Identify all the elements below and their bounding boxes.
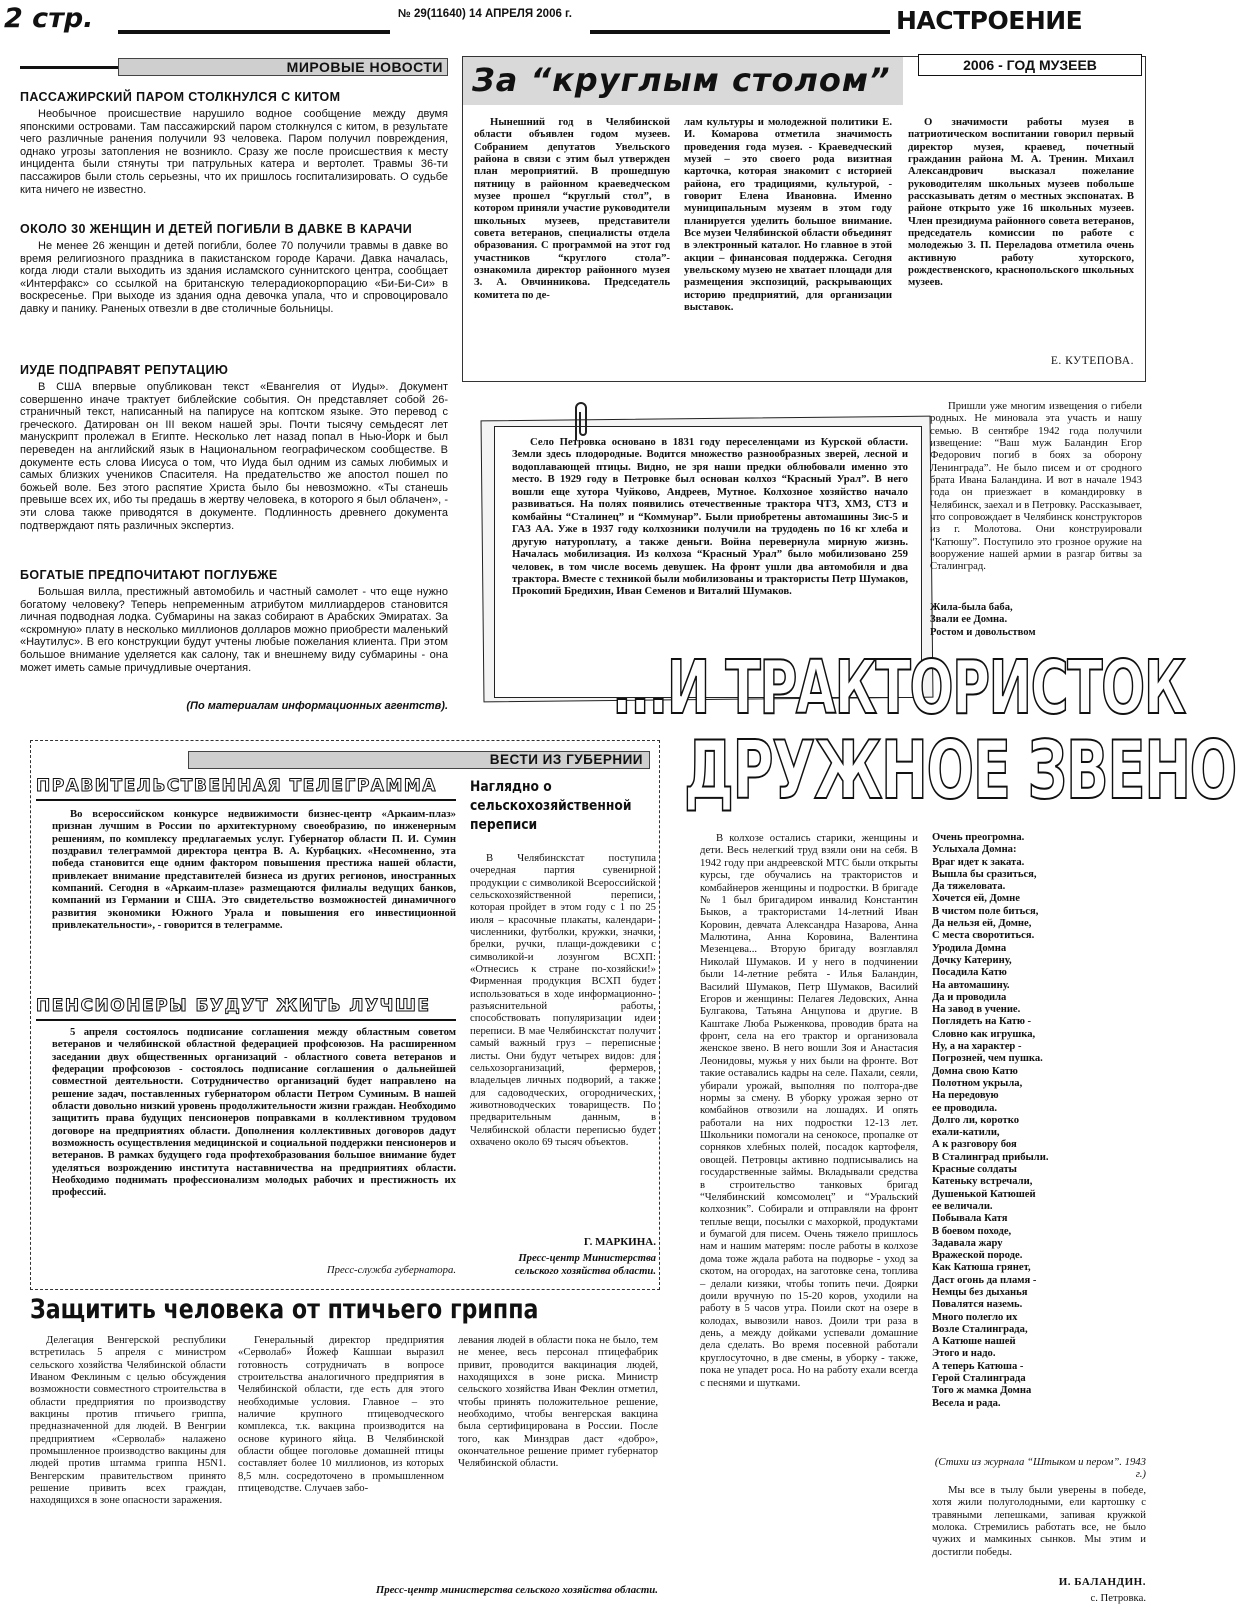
- petrovka-note-text: Село Петровка основано в 1831 году переселенцами из Курской области. Земли здесь плодородные. Водится множество разнообразных зверей, лесной и водоплавающей птицы. Видно, не зря наши предки облюбовали именно это место. В 1929 году в Петровке был основан колхоз “Красный Урал”. В него вошли еще хутора Чуйково, Андреев, Мутное. Колхозное хозяйство начало развиваться. На полях появились отечественные трактора ЧТЗ, ХМЗ, СТЗ и комбайны “Сталинец” и “Коммунар”. Были приобретены автомашины Зис-5 и ГАЗ АА. Уже в 1937 году колхозники получили на трудодень по 16 кг хлеба и другую натуроплату, а также деньги. Война перевернула мирную жизнь. Началась мобилизация. Из колхоза “Красный Урал” было мобилизовано 259 человек, в том числе восемь девушек. На фронт ушли два автомобиля и два трактора. Вместе с техникой были мобилизованы и трактористы Петр Шумаков, Прокопий Бредихин, Иван Семенов и Виталий Шумаков.: [512, 436, 908, 598]
- telegram-text: Во всероссийском конкурсе недвижимости бизнес-центр «Аркаим-плаз» признан лучшим в России по архитектурному своеобразию, по инженерным решениям, по комплексу предлагаемых услуг. Губернатор области П. И. Сумин поздравил телеграммой директора центра В. А. Курбацких. «Несомненно, эта победа становится еще одним фактором повышения престижа нашей области, привлекает внимание представителей бизнеса из других регионов, иностранных компаний. Сегодня в «Аркаим-плазе» размещаются филиалы ведущих банков, компаний из Германии и США. Это свидетельство возможностей динамичного развития экономики Южного Урала и повышения его инвестиционной привлекательности», - говорится в телеграмме.: [52, 808, 456, 932]
- story-headline-2: ДРУЖНОЕ ЗВЕНО: [684, 724, 1236, 817]
- story-col-1: В колхозе остались старики, женщины и дети. Весь нелегкий труд взяли они на себя. В 1942 году при андреевской МТС были открыты курсы, где обучались на трактористов и комбайнеров женщины и подростки. В бригаде № 1 был бригадиром инвалид Константин Быков, а трактористами 14-летний Иван Коровин, девчата Александра Назарова, Анна Малютина, Анна Коровина, Валентина Мезенцева... Вторую бригаду возглавлял Николай Шумаков. И у него в подчинении были 14-летние ребята - Илья Баландин, Василий Шумаков, Петр Шумаков, Василий Егоров и женщины: Пелагея Ледовских, Анна Булгакова, Татьяна Анцупова и другие. В Каштаке Люба Рыженкова, проводив брата на фронт, села на его трактор и организовала женское звено. В него вошли Зоя и Анастасия Леонидовы, мужья у них были на фронте. Вот такие оставались кадры на селе. Пахали, сеяли, убирали урожай, выполняя по полтора-две нормы за смену. В уборку урожая зерно от комбайнов отвозили на лошадях. И опять работали на них подростки 12-13 лет. Школьники помогали на сенокосе, пропалке от сорняков хлебных полей, посадок картофеля, овощей. Петровцы активно подписывались на государственные займы. Вкладывали средства в строительство танковых бригад “Челябинский комсомолец” и “Уральский колхозник”. Собирали и отправляли на фронт теплые вещи, посылки с махоркой, продуктами и бумагой для писем. Очень тяжело пришлось нам и нашим матерям: после работы в колхозе дома тоже ждала работа на подворье - уход за скотом, на огородах, на заготовке сена, топлива – делали кизяки, чтобы топить печи. Доярки доили вручную по 15-20 коров, уходили на работу в 5 часов утра. Поили скот на озере в колодах, вывозили навоз. Доили три раза в день, а между дойками успевали домашние дела сделать. Во время посевной работали круглосуточно, в две смены, в уборку - также, пока не упадет роса. Но на работу ехали всегда с песнями и шутками.: [700, 832, 918, 1389]
- article-title: ИУДЕ ПОДПРАВЯТ РЕПУТАЦИЮ: [20, 363, 229, 377]
- world-news-bar: МИРОВЫЕ НОВОСТИ: [118, 58, 448, 76]
- pensioners-source: Пресс-служба губернатора.: [326, 1264, 456, 1276]
- museum-col-3: О значимости работы музея в патриотическом воспитании говорил первый директор музея, краевед, почетный гражданин района М. А. Тренин. Михаил Александрович высказал пожелание руководителям школьных музеев побольше рассказывать детям о местных экспонатах. В районе открыто уже 16 школьных музеев. Член президиума районного совета ветеранов, председатель комиссии по работе с молодежью З. П. Переладова отметила очень активную работу хуторского, рождественского, краснопольского школьных музеев.: [908, 116, 1134, 289]
- petrovka-right-text: Пришли уже многим извещения о гибели родных. Не миновала эта участь и нашу семью. В сентябре 1942 года получили извещение: “Ваш муж Баландин Егор Федорович погиб в боях за оборону Ленинграда”. Не было писем и от сродного брата Ивана Баландина. И вот в начале 1943 года он приезжает в командировку в Челябинск, заехал и в Петровку. Рассказывает, что сопровождает в Челябинск конструкторов из г. Молотова. Они конструировали “Катюшу”. Поступило это грозное оружие на вооружение нашей армии в разгар битвы за Сталинград.: [930, 400, 1142, 573]
- story-poem: Очень преогромна. Услыхала Домна: Враг идет к заката. Вышла бы сразиться, Да тяжеловата. Хочется ей, Домне В чистом поле биться, Да нельзя ей, Домне, С места своротиться. Уродила Домна Дочку Катерину, Посадила Катю На автомашину. Да и проводила На завод в учение. Поглядеть на Катю - Словно как игрушка, Ну, а на характер - Погрозней, чем пушка. Домна свою Катю Полотном укрыла, На передовую ее проводила. Долго ли, коротко ехали-катили, А к разговору боя В Сталинград прибыли. Красные солдаты Катеньку встречали, Душенькой Катюшей ее величали. Побывала Катя В боевом походе, Задавала жару Вражеской породе. Как Катюша грянет, Даст огонь да пламя - Немцы без дыханья Повалятся наземь. Много полегло их Возле Сталинграда, А Катюше нашей Этого и надо. А теперь Катюша - Герой Сталинграда Того ж мамка Домна Весела и рада.: [932, 832, 1049, 1409]
- flu-title: Защитить человека от птичьего гриппа: [30, 1294, 539, 1325]
- museum-col-2: лам культуры и молодежной политики Е. И. Комарова отметила значимость проведения года музея. - Краеведческий музей – это своего рода визитная карточка, которая знакомит с историей района, его традициями, культурой, - говорит Елена Ивановна. Именно муниципальным музеям в этом году планируется уделить большое внимание. Все музеи Челябинской области объединят в электронный каталог. Но главное в этой акции – финансовая поддержка. Сегодня увельскому музею не хватает площади для размещения экспозиций, раскрывающих историю предприятий, для организации выставок.: [684, 116, 892, 314]
- story-place: с. Петровка.: [1090, 1592, 1146, 1604]
- flu-col-3: левания людей в области пока не было, тем не менее, весь персонал птицефабрик привит, проводится вакцинация людей, находящихся в зоне риска. Министр сельского хозяйства Иван Феклин отметил, чтобы принять положительное решение, необходимо, чтобы венгерская вакцина была сертифицирована в России. После того, как Минздрав даст «добро», окончательное решение примет губернатор Челябинской области.: [458, 1334, 658, 1470]
- museum-title: За “круглым столом”: [472, 61, 891, 99]
- article-text: В США впервые опубликован текст «Евангелия от Иуды». Документ совершенно иначе трактует библейские события. Он представляет собой 26-страничный текст, написанный на папирусе на коптском языке. Это перевод с греческого. Датирован он III веком нашей эры. Почти тысячу семьдесят лет манускрипт пролежал в Египте. Несколько лет назад попал в Нью-Йорк и был переведен на английский язык в Национальном географическом сообществе. В документе есть слова Иисуса о том, что Иуда был одним из самых любимых и самых близких учеников Спасителя. На предательство же апостол пошел по божьей воле. Без этого распятие Христа было бы невозможно. «Ты станешь превыше всех их, ибо ты предашь в жертву человека, в которого я был облачен», - эти слова также приводятся в документе. Подлинность древнего документа подтверждают пять различных экспертиз.: [20, 381, 448, 532]
- census-author: Г. МАРКИНА.: [583, 1236, 656, 1248]
- article-title: БОГАТЫЕ ПРЕДПОЧИТАЮТ ПОГЛУБЖЕ: [20, 568, 278, 582]
- article-text: Не менее 26 женщин и детей погибли, более 70 получили травмы в давке во время религиозного праздника в пакистанском городе Карачи. Давка началась, когда люди стали выходить из здания исламского суннитского центра, сообщает «Интерфакс» со ссылкой на британскую телерадиокорпорацию «Би-Би-Си» в воскресенье. При выходе из здания одна девочка упала, что и спровоцировало давку и панику. Раненых отвезли в две столичные больницы.: [20, 240, 448, 315]
- museum-author: Е. КУТЕПОВА.: [1050, 355, 1134, 367]
- masthead-rule-left: [118, 30, 390, 34]
- story-author: И. БАЛАНДИН.: [1058, 1576, 1146, 1588]
- pensioners-text: 5 апреля состоялось подписание соглашения между областным советом ветеранов и челябинской областной федерацией профсоюзов. На расширенном заседании двух общественных организаций - областного совета ветеранов и федерации профсоюзов - состоялось подписание соглашения о дальнейшей совместной деятельности. Сотрудничество организаций будет направлено на решение задач, поставленных губернатором области Петром Суминым. В нашей области довольно низкий уровень продолжительности жизни граждан. Необходимо защитить права будущих пенсионеров поправками в коллективном трудовом договоре на предприятиях области. Дополнения коллективных договоров дадут возможность осуществления медицинской и социальной поддержки пенсионеров и ветеранов. В рамках будущего года профтехобразования большое внимание будет уделяться возрождению института наставничества на предприятиях области. Необходимо поднимать профессионализм молодых рабочих и престижность их профессий.: [52, 1026, 456, 1199]
- article-source: (По материалам информационных агентств).: [186, 700, 448, 712]
- article-text: Большая вилла, престижный автомобиль и частный самолет - что еще нужно богатому человеку? Теперь непременным атрибутом миллиардеров становится личная подводная лодка. Субмарины на заказ собирают в Арабских Эмиратах. За «скромную» плату в несколько миллионов долларов можно приобрести маленький «Наутилус». В его конструкции будут учтены любые пожелания клиента. При этом большое внимание уделяется как салону, так и внешнему виду субмарины - она может иметь самые причудливые очертания.: [20, 586, 448, 674]
- masthead-rule-right: [590, 30, 890, 34]
- story-outro: Мы все в тылу были уверены в победе, хотя жили полуголодными, ели картошку с травяными лепешками, запивая кружкой молока. Стремились работать все, не было чужих и мамкиных сынков. Мы этим и достигли победы.: [932, 1484, 1146, 1558]
- pensioners-rule: [36, 1019, 456, 1021]
- petrovka-poem-intro: Жила-была баба, Звали ее Домна. Ростом и довольством: [930, 602, 1036, 638]
- telegram-rule: [36, 799, 456, 801]
- article-text: Необычное происшествие нарушило водное сообщение между двумя японскими островами. Там пассажирский паром столкнулся с китом, в результате чего различные ранения получили 93 человека. Паром получил повреждения, однако угрозы затопления не возникло. Сразу же после происшествия к месту инцидента были стянуты три патрульных катера и вертолет. Травмы 36-ти пассажиров были столь серьезны, что их пришлось госпитализировать. О судьбе кита ничего не известно.: [20, 108, 448, 196]
- flu-col-1: Делегация Венгерской республики встретилась 5 апреля с министром сельского хозяйства Челябинской области Иваном Феклиным с целью обсуждения возможности совместного строительства в области предприятия по производству вакцины против птичьего гриппа, предназначенной для людей. В Венгрии предприятием «Серволаб» налажено промышленное производство вакцины для людей против штамма гриппа H5N1. Венгерским правительством принято решение привить всех граждан, находящихся в зоне опасности заражения.: [30, 1334, 226, 1507]
- issue-date: № 29(11640) 14 АПРЕЛЯ 2006 г.: [398, 8, 572, 20]
- census-text: В Челябинскстат поступила очередная партия сувенирной продукции с символикой Всероссийской сельскохозяйственной переписи, которая пройдет в этом году с 1 по 25 июля – красочные плакаты, календари-численники, футболки, кружки, значки, брелки, ручки, плащи-дождевики с символикой-и лозунгом ВСХП: «Отнесись к стране по-хозяйски!» Фирменная продукция ВСХП будет использоваться в ходе информационно-разъяснительной работы, способствовать популяризации идеи переписи. В мае Челябинскстат получит самый важный груз – переписные листы. Они будут четырех видов: для сельхозорганизаций, фермеров, владельцев личных подворий, а также для садоводческих, огороднических, животноводческих товариществ. По предварительным данным, в Челябинской области переписью будет охвачено около 69 тысяч объектов.: [470, 852, 656, 1148]
- museum-col-1: Нынешний год в Челябинской области объявлен годом музеев. Собранием депутатов Увельского района в связи с этим был утвержден план мероприятий. В прошедшую пятницу в районном краеведческом музее прошел “круглый стол”, в котором приняли участие руководители школьных музеев, представители совета ветеранов, специалисты отдела образования. С программой на этот год участников “круглого стола”- ознакомила директор районного музея З. А. Овчинникова. Председатель комитета по де-: [474, 116, 670, 301]
- flu-source: Пресс-центр министерства сельского хозяйства области.: [375, 1584, 658, 1596]
- world-news-rule: [20, 66, 118, 69]
- gubernia-bar: ВЕСТИ ИЗ ГУБЕРНИИ: [188, 751, 650, 769]
- story-headline-1: ...И ТРАКТОРИСТОК: [612, 645, 1185, 731]
- telegram-title: ПРАВИТЕЛЬСТВЕННАЯ ТЕЛЕГРАММА: [36, 776, 437, 796]
- page-number: 2 стр.: [4, 3, 94, 34]
- poem-source: (Стихи из журнала “Штыком и пером”. 1943 г.): [934, 1456, 1146, 1481]
- flu-col-2: Генеральный директор предприятия «Серволаб» Йожеф Кашшаи выразил готовность сотрудничать в вопросе строительства аналогичного предприятия в Челябинской области, где есть для этого необходимые условия. Главное – это наличие крупного птицеводческого комплекса, т.к. вакцина производится на основе куриного яйца. В Челябинской области общее поголовье домашней птицы составляет более 10 миллионов, из которых 8,5 млн. сосредоточено в промышленном птицеводстве. Случаев забо-: [238, 1334, 444, 1495]
- museum-year-tag: 2006 - ГОД МУЗЕЕВ: [918, 54, 1142, 76]
- pensioners-title: ПЕНСИОНЕРЫ БУДУТ ЖИТЬ ЛУЧШЕ: [36, 996, 431, 1016]
- census-source: Пресс-центр Министерства сельского хозяйства области.: [514, 1252, 656, 1277]
- census-title: Наглядно о сельскохозяйственной переписи: [470, 779, 632, 833]
- article-title: ОКОЛО 30 ЖЕНЩИН И ДЕТЕЙ ПОГИБЛИ В ДАВКЕ В КАРАЧИ: [20, 222, 413, 236]
- article-title: ПАССАЖИРСКИЙ ПАРОМ СТОЛКНУЛСЯ С КИТОМ: [20, 90, 341, 104]
- section-title: НАСТРОЕНИЕ: [896, 6, 1083, 35]
